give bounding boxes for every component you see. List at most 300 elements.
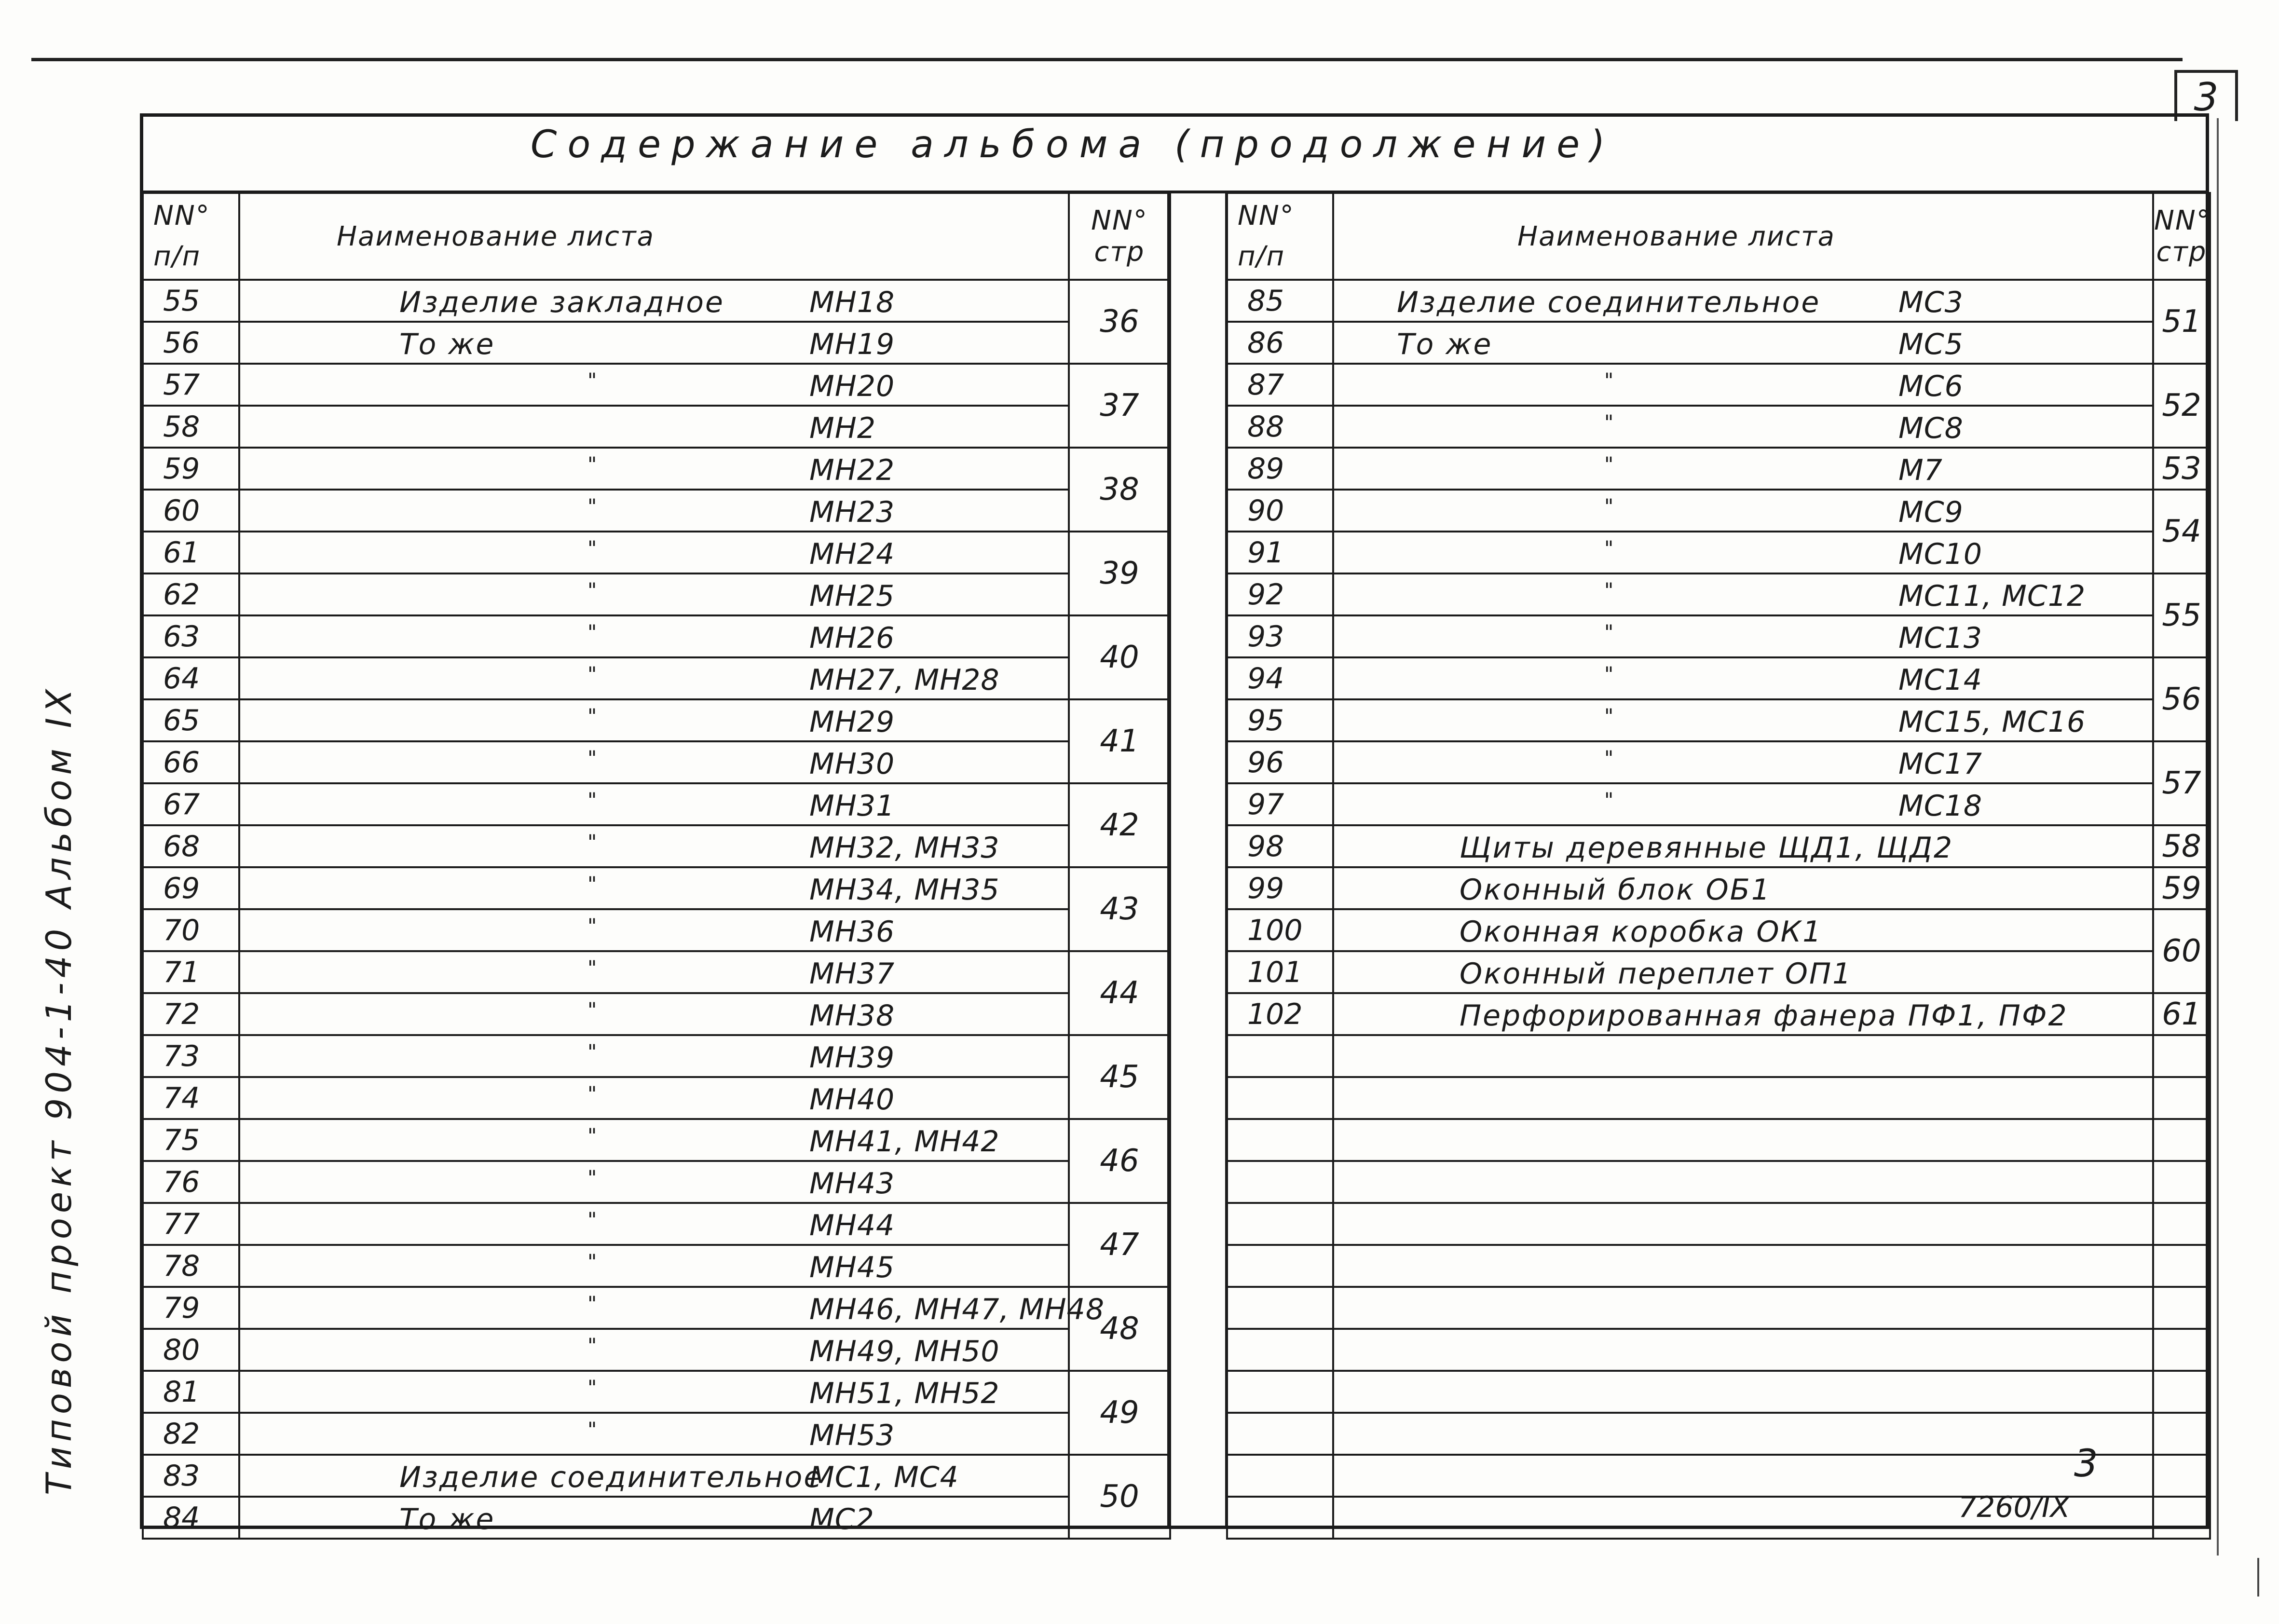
row-sheet-name — [239, 1497, 1069, 1539]
row-sheet-name — [1333, 1413, 2153, 1455]
row-number: 73 — [143, 1035, 239, 1077]
table-row — [143, 825, 1170, 867]
row-page: 54 — [2153, 490, 2210, 573]
table-row — [143, 867, 1170, 909]
row-page: 58 — [2153, 825, 2210, 867]
row-prefix: То же — [399, 1502, 495, 1536]
row-page: 39 — [1069, 532, 1170, 615]
table-row — [1227, 490, 2210, 532]
row-prefix: Оконная коробка ОК1 — [1460, 915, 1823, 949]
table-row — [143, 280, 1170, 322]
row-number: 98 — [1227, 825, 1333, 867]
table-row — [1227, 825, 2210, 867]
row-page: 46 — [1069, 1119, 1170, 1203]
row-sheet-name — [239, 280, 1069, 322]
table-row — [1227, 657, 2210, 699]
row-sheet-name — [1333, 993, 2153, 1035]
table-row — [143, 783, 1170, 825]
row-number: 71 — [143, 951, 239, 993]
row-sheet-name — [239, 573, 1069, 615]
row-code: МС8 — [1898, 411, 1964, 445]
ditto-mark: " — [587, 1292, 597, 1315]
row-sheet-name — [1333, 1161, 2153, 1203]
table-row — [143, 322, 1170, 364]
table-row — [143, 951, 1170, 993]
table-row — [1227, 615, 2210, 657]
table-row — [143, 1371, 1170, 1413]
empty-row — [1227, 1077, 2210, 1119]
row-prefix: То же — [399, 328, 495, 361]
row-page: 48 — [1069, 1287, 1170, 1371]
row-sheet-name — [1333, 1119, 2153, 1161]
row-code: МС5 — [1898, 328, 1964, 361]
row-code: МН20 — [809, 369, 895, 403]
empty-page-cell — [2153, 1413, 2210, 1455]
table-row — [1227, 322, 2210, 364]
table-row — [143, 657, 1170, 699]
row-sheet-name — [1333, 322, 2153, 364]
row-number: 83 — [143, 1455, 239, 1497]
table-row — [143, 1497, 1170, 1539]
ditto-mark: " — [1604, 788, 1614, 812]
row-code: МН53 — [809, 1419, 895, 1452]
row-sheet-name — [239, 364, 1069, 406]
row-number — [1227, 1161, 1333, 1203]
header-num-2: п/п — [153, 241, 201, 272]
row-code: МС10 — [1898, 537, 1983, 571]
table-row — [1227, 364, 2210, 406]
row-page: 42 — [1069, 783, 1170, 867]
row-number — [1227, 1119, 1333, 1161]
row-code: МС6 — [1898, 369, 1964, 403]
row-number — [1227, 1371, 1333, 1413]
ditto-mark: " — [587, 1082, 597, 1105]
row-sheet-name — [1333, 699, 2153, 741]
row-sheet-name — [239, 1287, 1105, 1329]
ditto-mark: " — [1604, 536, 1614, 560]
row-code: МС15, МС16 — [1898, 705, 2086, 739]
table-row — [143, 532, 1170, 573]
row-code: МН23 — [809, 495, 895, 529]
ditto-mark: " — [587, 662, 597, 686]
row-number: 84 — [143, 1497, 239, 1539]
row-code: МС3 — [1898, 286, 1964, 319]
row-code: МН31 — [809, 789, 895, 823]
row-number: 81 — [143, 1371, 239, 1413]
row-number — [1227, 1035, 1333, 1077]
page-number-box: 3 — [2174, 70, 2238, 121]
row-sheet-name — [239, 825, 1069, 867]
row-code: МС11, МС12 — [1898, 579, 2086, 613]
row-number: 58 — [143, 406, 239, 448]
ditto-mark: " — [1604, 494, 1614, 518]
table-row — [143, 741, 1170, 783]
row-code: МН36 — [809, 915, 895, 949]
ditto-mark: " — [587, 620, 597, 644]
empty-row — [1227, 1245, 2210, 1287]
row-code: МН51, МН52 — [809, 1377, 1000, 1410]
table-row — [143, 993, 1170, 1035]
row-code: МН44 — [809, 1209, 895, 1242]
row-number — [1227, 1203, 1333, 1245]
table-row — [143, 490, 1170, 532]
row-sheet-name — [239, 951, 1069, 993]
row-number: 62 — [143, 573, 239, 615]
row-code: МН34, МН35 — [809, 873, 1000, 907]
row-sheet-name — [239, 783, 1069, 825]
row-sheet-name — [239, 406, 1069, 448]
row-sheet-name — [1333, 657, 2153, 699]
row-prefix: Щиты деревянные ЩД1, ЩД2 — [1460, 831, 1954, 865]
ditto-mark: " — [587, 1418, 597, 1441]
table-header — [143, 193, 1170, 280]
row-number: 64 — [143, 657, 239, 699]
empty-row — [1227, 1161, 2210, 1203]
row-sheet-name — [239, 1035, 1069, 1077]
row-sheet-name — [1333, 364, 2153, 406]
row-page: 44 — [1069, 951, 1170, 1035]
row-code: МН30 — [809, 747, 895, 781]
ditto-mark: " — [587, 830, 597, 854]
header-name: Наименование листа — [1517, 220, 1835, 252]
ditto-mark: " — [587, 1208, 597, 1231]
ditto-mark: " — [1604, 410, 1614, 434]
empty-row — [1227, 1203, 2210, 1245]
ditto-mark: " — [587, 536, 597, 560]
row-code: МН37 — [809, 957, 895, 991]
row-number: 93 — [1227, 615, 1333, 657]
row-number — [1227, 1287, 1333, 1329]
ditto-mark: " — [1604, 578, 1614, 602]
row-prefix: Изделие закладное — [399, 286, 724, 319]
header-page-1: NN° — [1091, 205, 1148, 236]
table-row — [143, 448, 1170, 490]
row-code: МН27, МН28 — [809, 663, 1000, 697]
row-page: 49 — [1069, 1371, 1170, 1455]
table-row — [1227, 280, 2210, 322]
header-num-1: NN° — [153, 200, 210, 232]
table-row — [143, 573, 1170, 615]
ditto-mark: " — [587, 368, 597, 392]
row-number — [1227, 1413, 1333, 1455]
row-number: 65 — [143, 699, 239, 741]
row-number: 76 — [143, 1161, 239, 1203]
ditto-mark: " — [587, 998, 597, 1022]
row-sheet-name — [239, 1077, 1069, 1119]
row-sheet-name — [239, 699, 1069, 741]
table-row — [1227, 741, 2210, 783]
row-number — [1227, 1077, 1333, 1119]
row-page: 38 — [1069, 448, 1170, 532]
row-number: 95 — [1227, 699, 1333, 741]
row-code: МС2 — [809, 1502, 874, 1536]
row-sheet-name — [239, 322, 1069, 364]
row-number: 60 — [143, 490, 239, 532]
table-row — [1227, 448, 2210, 490]
ditto-mark: " — [587, 494, 597, 518]
row-number: 80 — [143, 1329, 239, 1371]
empty-row — [1227, 1413, 2210, 1455]
row-code: МС1, МС4 — [809, 1460, 959, 1494]
ditto-mark: " — [1604, 452, 1614, 476]
table-row — [1227, 783, 2210, 825]
row-page: 51 — [2153, 280, 2210, 364]
row-sheet-name — [1333, 951, 2153, 993]
header-page-1: NN° — [2154, 205, 2211, 236]
header-num-1: NN° — [1238, 200, 1295, 232]
row-code: МН40 — [809, 1083, 895, 1117]
row-number: 101 — [1227, 951, 1333, 993]
table-row — [143, 1077, 1170, 1119]
row-code: МН43 — [809, 1167, 895, 1201]
row-sheet-name — [1333, 867, 2153, 909]
row-page: 59 — [2153, 867, 2210, 909]
table-row — [1227, 909, 2210, 951]
row-sheet-name — [239, 993, 1069, 1035]
empty-row — [1227, 1119, 2210, 1161]
table-row — [143, 1161, 1170, 1203]
empty-page-cell — [2153, 1245, 2210, 1287]
row-page: 61 — [2153, 993, 2210, 1035]
empty-page-cell — [2153, 1119, 2210, 1161]
row-prefix: Оконный переплет ОП1 — [1460, 957, 1853, 991]
ditto-mark: " — [1604, 746, 1614, 770]
header-page-2: стр — [1094, 236, 1145, 268]
row-sheet-name — [1333, 490, 2153, 532]
row-sheet-name — [239, 1119, 1069, 1161]
row-number: 56 — [143, 322, 239, 364]
table-row — [143, 1287, 1170, 1329]
row-number: 92 — [1227, 573, 1333, 615]
row-code: МН25 — [809, 579, 895, 613]
row-sheet-name — [1333, 280, 2153, 322]
ditto-mark: " — [587, 1334, 597, 1357]
row-page: 57 — [2153, 741, 2210, 825]
row-sheet-name — [239, 448, 1069, 490]
row-code: МН2 — [809, 411, 876, 445]
row-page: 52 — [2153, 364, 2210, 448]
row-sheet-name — [239, 490, 1069, 532]
table-row — [143, 1455, 1170, 1497]
ditto-mark: " — [587, 1040, 597, 1064]
ditto-mark: " — [587, 1124, 597, 1147]
row-code: МН26 — [809, 621, 895, 655]
row-page: 56 — [2153, 657, 2210, 741]
row-page: 43 — [1069, 867, 1170, 951]
row-page: 60 — [2153, 909, 2210, 993]
row-sheet-name — [1333, 532, 2153, 573]
row-number: 91 — [1227, 532, 1333, 573]
row-sheet-name — [239, 615, 1069, 657]
row-number: 63 — [143, 615, 239, 657]
row-number: 90 — [1227, 490, 1333, 532]
row-page: 41 — [1069, 699, 1170, 783]
row-code: МН18 — [809, 286, 895, 319]
table-row — [143, 1329, 1170, 1371]
empty-page-cell — [2153, 1203, 2210, 1245]
empty-page-cell — [2153, 1371, 2210, 1413]
row-code: МН32, МН33 — [809, 831, 1000, 865]
ditto-mark: " — [1604, 368, 1614, 392]
row-number: 100 — [1227, 909, 1333, 951]
header-page-2: стр — [2156, 236, 2207, 268]
row-number: 77 — [143, 1203, 239, 1245]
row-sheet-name — [1333, 448, 2153, 490]
row-sheet-name — [1333, 909, 2153, 951]
row-code: МН45 — [809, 1251, 895, 1284]
row-number — [1227, 1329, 1333, 1371]
empty-row — [1227, 1371, 2210, 1413]
row-sheet-name — [1333, 1329, 2153, 1371]
row-page: 50 — [1069, 1455, 1170, 1539]
row-sheet-name — [239, 1455, 1069, 1497]
ditto-mark: " — [587, 746, 597, 770]
row-code: МН49, МН50 — [809, 1335, 1000, 1368]
row-code: МС9 — [1898, 495, 1964, 529]
table-row — [1227, 993, 2210, 1035]
ditto-mark: " — [587, 452, 597, 476]
row-number: 70 — [143, 909, 239, 951]
table-row — [143, 1203, 1170, 1245]
row-sheet-name — [1333, 573, 2153, 615]
row-code: МС17 — [1898, 747, 1983, 781]
row-sheet-name — [239, 909, 1069, 951]
table-row — [143, 1245, 1170, 1287]
empty-page-cell — [2153, 1287, 2210, 1329]
row-number: 61 — [143, 532, 239, 573]
empty-page-cell — [2153, 1455, 2210, 1497]
table-row — [143, 909, 1170, 951]
row-sheet-name — [1333, 1077, 2153, 1119]
row-prefix: Изделие соединительное — [1397, 286, 1821, 319]
row-page: 53 — [2153, 448, 2210, 490]
row-number: 79 — [143, 1287, 239, 1329]
contents-table-left — [142, 192, 1171, 1540]
row-code: МН29 — [809, 705, 895, 739]
empty-page-cell — [2153, 1077, 2210, 1119]
contents-table-right — [1226, 192, 2211, 1540]
table-row — [143, 364, 1170, 406]
ditto-mark: " — [1604, 662, 1614, 686]
row-number: 94 — [1227, 657, 1333, 699]
row-number: 99 — [1227, 867, 1333, 909]
stamp-sheet-number: 3 — [2074, 1442, 2098, 1486]
row-code: МС14 — [1898, 663, 1983, 697]
row-page: 45 — [1069, 1035, 1170, 1119]
row-sheet-name — [1333, 615, 2153, 657]
row-sheet-name — [1333, 741, 2153, 783]
row-sheet-name — [239, 741, 1069, 783]
row-sheet-name — [1333, 825, 2153, 867]
table-row — [143, 1119, 1170, 1161]
row-sheet-name — [1333, 406, 2153, 448]
row-sheet-name — [1333, 1371, 2153, 1413]
ditto-mark: " — [587, 1166, 597, 1189]
contents-title: Содержание альбома (продолжение) — [531, 123, 1616, 166]
row-prefix: Оконный блок ОБ1 — [1460, 873, 1772, 907]
table-row — [1227, 951, 2210, 993]
row-number: 87 — [1227, 364, 1333, 406]
table-row — [1227, 867, 2210, 909]
ditto-mark: " — [587, 872, 597, 896]
row-number: 82 — [143, 1413, 239, 1455]
row-number: 86 — [1227, 322, 1333, 364]
table-row — [1227, 406, 2210, 448]
table-row — [1227, 573, 2210, 615]
row-sheet-name — [239, 657, 1069, 699]
table-row — [143, 406, 1170, 448]
row-prefix: Изделие соединительное — [399, 1460, 823, 1494]
row-number: 57 — [143, 364, 239, 406]
row-sheet-name — [1333, 1245, 2153, 1287]
row-number: 66 — [143, 741, 239, 783]
ditto-mark: " — [587, 704, 597, 728]
row-code: МС13 — [1898, 621, 1983, 655]
row-code: МС18 — [1898, 789, 1983, 823]
row-page: 55 — [2153, 573, 2210, 657]
empty-page-cell — [2153, 1035, 2210, 1077]
row-sheet-name — [1333, 1035, 2153, 1077]
ditto-mark: " — [587, 1250, 597, 1273]
row-code: МН38 — [809, 999, 895, 1033]
empty-row — [1227, 1287, 2210, 1329]
row-number: 67 — [143, 783, 239, 825]
table-row — [1227, 532, 2210, 573]
empty-page-cell — [2153, 1497, 2210, 1539]
empty-row — [1227, 1035, 2210, 1077]
row-sheet-name — [239, 1245, 1069, 1287]
row-number: 59 — [143, 448, 239, 490]
row-page: 47 — [1069, 1203, 1170, 1287]
row-number: 88 — [1227, 406, 1333, 448]
row-sheet-name — [239, 1203, 1069, 1245]
row-sheet-name — [239, 867, 1069, 909]
header-name: Наименование листа — [337, 220, 655, 252]
row-number: 102 — [1227, 993, 1333, 1035]
row-number — [1227, 1455, 1333, 1497]
row-number — [1227, 1245, 1333, 1287]
row-code: МН22 — [809, 453, 895, 487]
row-number: 89 — [1227, 448, 1333, 490]
row-number: 55 — [143, 280, 239, 322]
row-code: МН24 — [809, 537, 895, 571]
row-number: 78 — [143, 1245, 239, 1287]
empty-page-cell — [2153, 1329, 2210, 1371]
row-code: МН39 — [809, 1041, 895, 1075]
stamp-project-code: 7260/IX — [1958, 1490, 2070, 1524]
table-row — [143, 615, 1170, 657]
row-code: М7 — [1898, 453, 1943, 487]
ditto-mark: " — [1604, 620, 1614, 644]
row-sheet-name — [239, 532, 1069, 573]
row-sheet-name — [1333, 1287, 2153, 1329]
row-code: МН46, МН47, МН48 — [809, 1293, 1105, 1326]
row-number: 68 — [143, 825, 239, 867]
margin-tick — [2257, 1558, 2259, 1597]
row-number: 75 — [143, 1119, 239, 1161]
ditto-mark: " — [587, 956, 597, 980]
row-sheet-name — [239, 1161, 1069, 1203]
row-sheet-name — [1333, 783, 2153, 825]
row-prefix: Перфорированная фанера ПФ1, ПФ2 — [1460, 999, 2068, 1033]
row-number: 97 — [1227, 783, 1333, 825]
ditto-mark: " — [587, 578, 597, 602]
row-number: 69 — [143, 867, 239, 909]
header-num-2: п/п — [1238, 241, 1285, 272]
row-number — [1227, 1497, 1333, 1539]
ditto-mark: " — [1604, 704, 1614, 728]
ditto-mark: " — [587, 1376, 597, 1399]
